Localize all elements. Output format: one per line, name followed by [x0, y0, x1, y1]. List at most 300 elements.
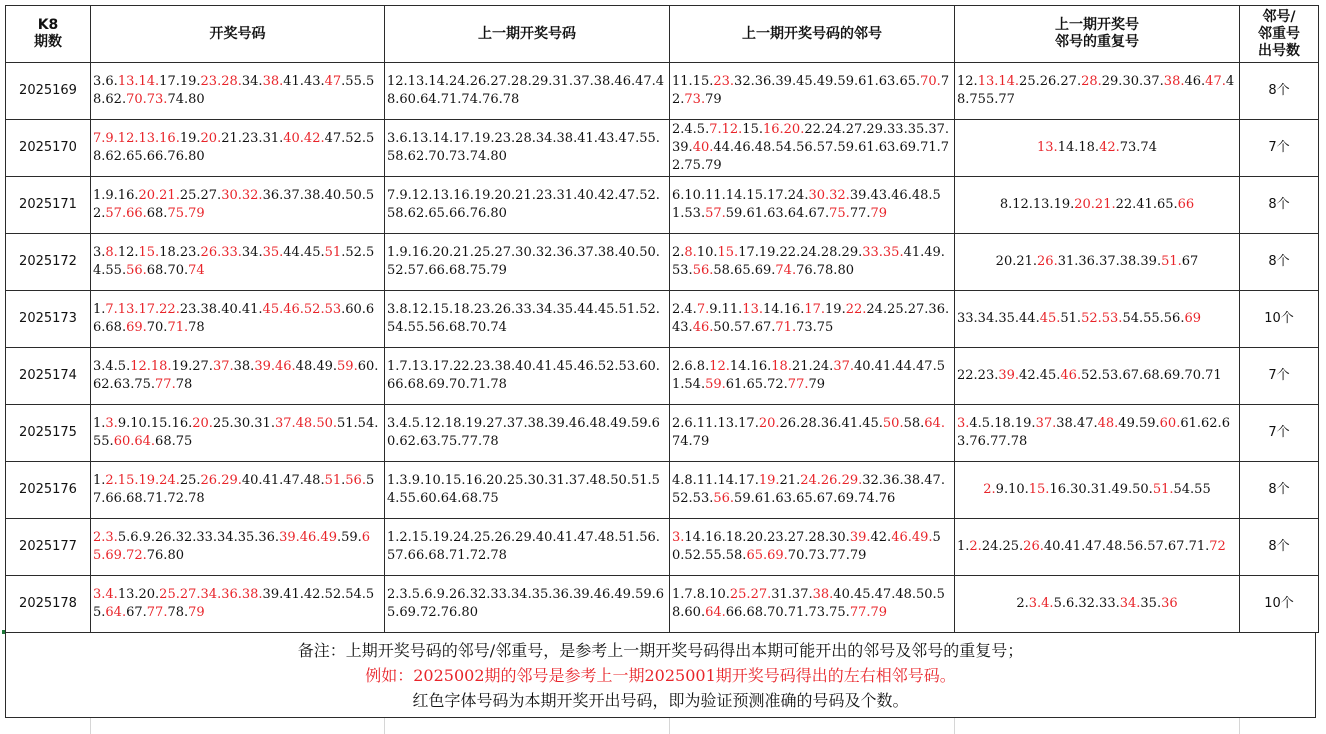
number: 15. — [742, 122, 763, 137]
number: 1.2.15.19.24.25.26.29.40.41.47.48.51.56.57.66.68.71.72.78 — [387, 530, 660, 563]
number: 41.43. — [283, 74, 325, 89]
hit-number: 57.66. — [105, 206, 147, 221]
number: 10. — [696, 245, 718, 260]
count-cell: 10个 — [1240, 291, 1319, 348]
number: 1.9.16. — [93, 188, 139, 203]
note-line-1: 备注：上期开奖号码的邻号/邻重号，是参考上一期开奖号码得出本期可能开出的邻号及邻号的重复号； — [297, 641, 1024, 660]
table-row — [6, 291, 1319, 348]
hit-number: 2.15.19.24. — [105, 473, 180, 488]
hit-number: 3. — [957, 416, 970, 431]
table-row — [6, 177, 1319, 234]
number: .55.58.62. — [93, 74, 375, 107]
hit-number: 28. — [1081, 74, 1102, 89]
number: 34. — [241, 74, 263, 89]
period-cell: 2025174 — [6, 348, 91, 405]
number: .60.66.68. — [93, 302, 375, 335]
hit-number: 40. — [692, 140, 714, 155]
hit-number: 2. — [969, 539, 982, 554]
number: 33.34.35.44. — [957, 311, 1040, 326]
number: 1.3.9.10.15.16.20.25.30.31.37.48.50.51.54.55.60.64.68.75 — [387, 473, 660, 506]
count-cell: 7个 — [1240, 120, 1319, 177]
hit-number: 35. — [262, 245, 284, 260]
number: 16.30.31.49.50. — [1049, 482, 1153, 497]
hit-number: 48. — [1097, 416, 1119, 431]
number: 79 — [808, 377, 826, 392]
number: 1. — [93, 302, 106, 317]
hit-number: 77. — [155, 377, 176, 392]
hit-number: 75. — [829, 206, 850, 221]
number: 57.66.68.71.72.78 — [93, 473, 375, 506]
gridline — [384, 718, 385, 734]
number: 25. — [179, 473, 201, 488]
number: 9.10. — [995, 482, 1029, 497]
number: 25.27. — [179, 188, 222, 203]
draw-cell — [91, 177, 385, 234]
number: 78. — [167, 605, 189, 620]
hit-number: 3.4. — [1028, 596, 1054, 611]
number: 59.61.63.65.67.69.74.76 — [734, 491, 896, 506]
number: 54.55.56. — [1122, 311, 1185, 326]
hit-number: 19. — [758, 473, 780, 488]
hit-number: 56. — [713, 491, 735, 506]
neighbors-cell — [670, 348, 955, 405]
hit-number: 51. — [1161, 254, 1182, 269]
number: 74.79 — [672, 434, 710, 449]
draw-cell — [91, 348, 385, 405]
number: 50.57.67. — [713, 320, 776, 335]
number: 14.18. — [1057, 140, 1100, 155]
hit-number: 3.4. — [93, 587, 118, 602]
hit-number: 74 — [188, 263, 205, 278]
hit-number: 2. — [983, 482, 996, 497]
number: 22.23. — [957, 368, 999, 383]
number: 5.6.32.33. — [1053, 596, 1120, 611]
hit-number: 38. — [812, 587, 834, 602]
number: 6.10.11.14.15.17.24. — [672, 188, 809, 203]
number: 58. — [903, 416, 925, 431]
hit-number: 7. — [696, 302, 710, 317]
count-cell: 8个 — [1240, 462, 1319, 519]
prev-cell — [385, 63, 670, 120]
number: . — [341, 473, 346, 488]
number: 72. — [672, 74, 950, 107]
number: 40.41.44.47.51.54. — [672, 359, 945, 392]
hit-number: 26. — [1023, 539, 1044, 554]
note-line-3: 红色字体号码为本期开奖开出号码，即为验证预测准确的号码及个数。 — [412, 691, 909, 710]
hit-number: 12. — [709, 359, 730, 374]
period-cell: 2025171 — [6, 177, 91, 234]
number: 14.16. — [729, 359, 772, 374]
number: 38.47. — [1056, 416, 1098, 431]
number: 48.755.77 — [957, 74, 1235, 107]
hit-number: 64. — [105, 605, 127, 620]
number: 1. — [93, 416, 106, 431]
hit-number: 26.33. — [200, 245, 242, 260]
prev-cell — [385, 405, 670, 462]
period-cell: 2025177 — [6, 519, 91, 576]
number: 39.41.42.52.54.55. — [93, 587, 375, 620]
hit-number: 12.18. — [130, 359, 172, 374]
hit-number: 65.69. — [746, 548, 788, 563]
number: 78 — [188, 320, 205, 335]
hit-number: 15. — [138, 245, 160, 260]
number: 67 — [1181, 254, 1199, 269]
hit-number: 47 — [324, 74, 342, 89]
prev-cell — [385, 291, 670, 348]
hit-number: 34. — [1119, 596, 1141, 611]
number: 70. — [146, 320, 168, 335]
hit-number: 71. — [775, 320, 797, 335]
number: 39.43.46.48.51.53. — [672, 188, 941, 221]
neighbors-cell — [670, 462, 955, 519]
hit-number: 38. — [262, 74, 284, 89]
hit-number: 45. — [1039, 311, 1061, 326]
hit-number: 7.13.17.22. — [105, 302, 180, 317]
repeat-cell — [955, 120, 1240, 177]
draw-cell — [91, 234, 385, 291]
lottery-table — [5, 5, 1319, 633]
number: 18.23. — [159, 245, 201, 260]
hit-number: 18. — [771, 359, 792, 374]
number: 58.65.69. — [713, 263, 776, 278]
number: 17.19.22.24.28.29. — [738, 245, 863, 260]
hit-number: 24.26.29. — [800, 473, 863, 488]
repeat-cell — [955, 63, 1240, 120]
hit-number: 64. — [924, 416, 945, 431]
hit-number: 33.35. — [862, 245, 904, 260]
number: 2.4.5. — [672, 122, 710, 137]
period-cell: 2025173 — [6, 291, 91, 348]
hit-number: 39.46. — [254, 359, 296, 374]
hit-number: 26.29. — [200, 473, 242, 488]
number: 50.52.55.58. — [672, 530, 941, 563]
number: 12. — [957, 74, 978, 89]
gridline — [1239, 718, 1240, 734]
neighbors-cell — [670, 177, 955, 234]
number: 24.25.27.36.43. — [672, 302, 950, 335]
hit-number: 70. — [920, 74, 941, 89]
number: 12. — [117, 245, 139, 260]
number: 14.16.18.20.23.27.28.30. — [684, 530, 850, 545]
hit-number: 64. — [705, 605, 726, 620]
number: 1.9.16.20.21.25.27.30.32.36.37.38.40.50.52.57.66.68.75.79 — [387, 245, 660, 278]
hit-number: 47. — [1205, 74, 1226, 89]
number: 51. — [1060, 311, 1082, 326]
header-period: K8 期数 — [6, 6, 91, 63]
hit-number: 60. — [1159, 416, 1181, 431]
hit-number: 79 — [870, 206, 888, 221]
notes-panel — [5, 632, 1316, 718]
number: 5.6.9.26.32.33.34.35.36. — [117, 530, 280, 545]
hit-number: 42. — [1099, 140, 1120, 155]
period-cell: 2025175 — [6, 405, 91, 462]
number: 3.6.13.14.17.19.23.28.34.38.41.43.47.55.58.62.70.73.74.80 — [387, 131, 660, 164]
number: 48.49. — [295, 359, 338, 374]
count-cell: 10个 — [1240, 576, 1319, 633]
hit-number: 15. — [1028, 482, 1050, 497]
number: 4.8.11.14.17. — [672, 473, 759, 488]
hit-number: 13.14. — [977, 74, 1020, 89]
number: 2.6.8. — [672, 359, 710, 374]
hit-number: 73. — [684, 92, 706, 107]
number: 42. — [870, 530, 892, 545]
number: 11.15. — [672, 74, 714, 89]
number: 38. — [233, 359, 255, 374]
number: 78 — [175, 377, 193, 392]
hit-number: 59. — [337, 359, 358, 374]
number: 52.53.67.68.69.70.71 — [1081, 368, 1222, 383]
hit-number: 7.9.12.13.16. — [93, 131, 180, 146]
number: 47.52.58.62.65.66.76.80 — [93, 131, 375, 164]
number: 73.75 — [796, 320, 834, 335]
hit-number: 74. — [775, 263, 797, 278]
number: 23.38.40.41. — [179, 302, 263, 317]
repeat-cell — [955, 291, 1240, 348]
hit-number: 77. — [146, 605, 168, 620]
number: 3.4.5.12.18.19.27.37.38.39.46.48.49.59.60.62.63.75.77.78 — [387, 416, 660, 449]
number: 44.45. — [283, 245, 325, 260]
hit-number: 70.73. — [126, 92, 168, 107]
hit-number: 20.21. — [1074, 197, 1116, 212]
number: 2. — [1016, 596, 1029, 611]
number: 46. — [1184, 74, 1206, 89]
number: 41.49.53. — [672, 245, 945, 278]
number: 68.70. — [146, 263, 189, 278]
note-line-2: 例如：2025002期的邻号是参考上一期2025001期开奖号码得出的左右相邻号码。 — [365, 666, 956, 685]
neighbors-cell — [670, 120, 955, 177]
hit-number: 13. — [1037, 140, 1058, 155]
hit-number: 30.32. — [221, 188, 263, 203]
number: 35. — [1140, 596, 1162, 611]
number: 22.41.65. — [1115, 197, 1178, 212]
number: 3.8.12.15.18.23.26.33.34.35.44.45.51.52.54.55.56.68.70.74 — [387, 302, 660, 335]
hit-number: 37. — [833, 359, 854, 374]
table-row — [6, 234, 1319, 291]
prev-cell — [385, 177, 670, 234]
number: 13.20. — [117, 587, 160, 602]
hit-number: 3. — [672, 530, 685, 545]
hit-number: 20. — [192, 416, 213, 431]
number: 26.28.36.41.45. — [779, 416, 883, 431]
header-draw: 开奖号码 — [91, 6, 385, 63]
number: 3.4.5. — [93, 359, 131, 374]
number: 9.10.15.16. — [117, 416, 193, 431]
count-cell: 7个 — [1240, 348, 1319, 405]
number: 40.41.47.48.56.57.67.71. — [1043, 539, 1210, 554]
number: 68.75 — [155, 434, 193, 449]
table-body — [6, 63, 1319, 633]
number: 1.7.8.10. — [672, 587, 730, 602]
prev-cell — [385, 576, 670, 633]
neighbors-cell — [670, 291, 955, 348]
hit-number: 77.79 — [849, 605, 888, 620]
count-cell: 8个 — [1240, 234, 1319, 291]
neighbors-cell — [670, 234, 955, 291]
hit-number: 38. — [1163, 74, 1185, 89]
gridline — [954, 718, 955, 734]
hit-number: 65.69.72. — [93, 530, 371, 563]
hit-number: 37.48.50. — [274, 416, 337, 431]
number: 22.24.27.29.33.35.37.39. — [672, 122, 950, 155]
number: 9.11. — [709, 302, 743, 317]
header-neighbors: 上一期开奖号码的邻号 — [670, 6, 955, 63]
draw-cell — [91, 291, 385, 348]
hit-number: 22. — [845, 302, 867, 317]
number: 76.80 — [146, 548, 184, 563]
hit-number: 46. — [1060, 368, 1082, 383]
number: 19. — [179, 131, 201, 146]
hit-number: 56. — [692, 263, 714, 278]
number: 32.36.38.47.52.53. — [672, 473, 945, 506]
hit-number: 37. — [212, 359, 234, 374]
number: 1. — [957, 539, 970, 554]
number: 40.41.47.48. — [241, 473, 325, 488]
hit-number: 26. — [1037, 254, 1058, 269]
repeat-cell — [955, 405, 1240, 462]
gridline — [669, 718, 670, 734]
count-cell: 8个 — [1240, 177, 1319, 234]
table-row — [6, 405, 1319, 462]
hit-number: 15. — [717, 245, 739, 260]
hit-number: 8. — [105, 245, 118, 260]
number: 4.5.18.19. — [969, 416, 1036, 431]
table-row — [6, 63, 1319, 120]
number: 34. — [241, 245, 263, 260]
number: 21.24. — [791, 359, 834, 374]
repeat-cell — [955, 519, 1240, 576]
header-count: 邻号/ 邻重号 出号数 — [1240, 6, 1319, 63]
hit-number: 20. — [758, 416, 780, 431]
number: 36.37.38.40.50.52. — [93, 188, 375, 221]
period-cell: 2025169 — [6, 63, 91, 120]
number: 79 — [705, 92, 722, 107]
count-cell: 8个 — [1240, 63, 1319, 120]
hit-number: 69. — [126, 320, 147, 335]
prev-cell — [385, 462, 670, 519]
table-row — [6, 348, 1319, 405]
draw-cell — [91, 519, 385, 576]
prev-cell — [385, 234, 670, 291]
hit-number: 66 — [1177, 197, 1195, 212]
hit-number: 40.42. — [283, 131, 325, 146]
number: 29.30.37. — [1101, 74, 1164, 89]
neighbors-cell — [670, 63, 955, 120]
number: 77. — [849, 206, 871, 221]
hit-number: 36 — [1161, 596, 1178, 611]
number: 20.21. — [995, 254, 1038, 269]
hit-number: 52.53. — [1081, 311, 1123, 326]
number: 31.36.37.38.39. — [1057, 254, 1162, 269]
draw-cell — [91, 63, 385, 120]
header-row — [6, 6, 1319, 63]
number: 60.62.63.75. — [93, 359, 379, 392]
table-row — [6, 519, 1319, 576]
repeat-cell — [955, 234, 1240, 291]
number: 32.36.39.45.49.59.61.63.65. — [734, 74, 921, 89]
draw-cell — [91, 405, 385, 462]
number: 3. — [93, 245, 106, 260]
hit-number: 77. — [787, 377, 809, 392]
hit-number: 17. — [804, 302, 826, 317]
number: 25.30.31. — [212, 416, 275, 431]
hit-number: 23. — [713, 74, 735, 89]
period-cell: 2025172 — [6, 234, 91, 291]
hit-number: 20.21. — [138, 188, 180, 203]
number: 3.6. — [93, 74, 118, 89]
draw-cell — [91, 120, 385, 177]
hit-number: 25.27. — [729, 587, 772, 602]
hit-number: 79 — [188, 605, 205, 620]
repeat-cell — [955, 576, 1240, 633]
hit-number: 60.64. — [113, 434, 156, 449]
period-cell: 2025178 — [6, 576, 91, 633]
hit-number: 46.49. — [891, 530, 933, 545]
number: .59. — [336, 530, 362, 545]
prev-cell — [385, 120, 670, 177]
number: 73.74 — [1119, 140, 1157, 155]
hit-number: 39.46.49 — [279, 530, 337, 545]
hit-number: 51 — [324, 473, 342, 488]
number: 67. — [126, 605, 147, 620]
number: 44.46.48.54.56.57.59.61.63.69.71.72.75.79 — [672, 140, 950, 173]
number: 21. — [779, 473, 801, 488]
table-row — [6, 576, 1319, 633]
header-repeat: 上一期开奖号 邻号的重复号 — [955, 6, 1240, 63]
number: 14.16. — [762, 302, 805, 317]
number: 19.27. — [171, 359, 213, 374]
number: 19. — [825, 302, 846, 317]
hit-number: 46. — [692, 320, 714, 335]
number: 2.3.5.6.9.26.32.33.34.35.36.39.46.49.59.65.69.72.76.80 — [387, 587, 665, 620]
number: 42.45. — [1019, 368, 1061, 383]
neighbors-cell — [670, 405, 955, 462]
number: 7.9.12.13.16.19.20.21.23.31.40.42.47.52.58.62.65.66.76.80 — [387, 188, 660, 221]
hit-number: 8. — [684, 245, 697, 260]
hit-number: 25.27.34.36.38. — [159, 587, 263, 602]
number: 12.13.14.24.26.27.28.29.31.37.38.46.47.48.60.64.71.74.76.78 — [387, 74, 665, 107]
draw-cell — [91, 462, 385, 519]
hit-number: 16.20. — [762, 122, 805, 137]
hit-number: 72 — [1209, 539, 1226, 554]
hit-number: 3. — [105, 416, 118, 431]
prev-cell — [385, 348, 670, 405]
number: 21.23.31. — [221, 131, 284, 146]
number: 17.19. — [159, 74, 201, 89]
table-row — [6, 120, 1319, 177]
hit-number: 69 — [1184, 311, 1202, 326]
period-cell: 2025176 — [6, 462, 91, 519]
hit-number: 51 — [324, 245, 342, 260]
hit-number: 20. — [200, 131, 222, 146]
number: 2. — [672, 245, 685, 260]
number: 59.61.63.64.67. — [725, 206, 830, 221]
hit-number: 59. — [705, 377, 726, 392]
hit-number: 75.79 — [167, 206, 205, 221]
number: 49.59. — [1118, 416, 1160, 431]
number: 2.6.11.13.17. — [672, 416, 759, 431]
number: 51.54.55. — [93, 416, 379, 449]
number: 70.73.77.79 — [787, 548, 867, 563]
hit-number: 7.12. — [709, 122, 743, 137]
number: 31.37. — [771, 587, 813, 602]
number: 25.26.27. — [1019, 74, 1082, 89]
hit-number: 23.28. — [200, 74, 242, 89]
repeat-cell — [955, 177, 1240, 234]
number: 61.65.72. — [725, 377, 788, 392]
number: 54.55 — [1173, 482, 1211, 497]
hit-number: 56. — [126, 263, 147, 278]
hit-number: 51. — [1152, 482, 1174, 497]
